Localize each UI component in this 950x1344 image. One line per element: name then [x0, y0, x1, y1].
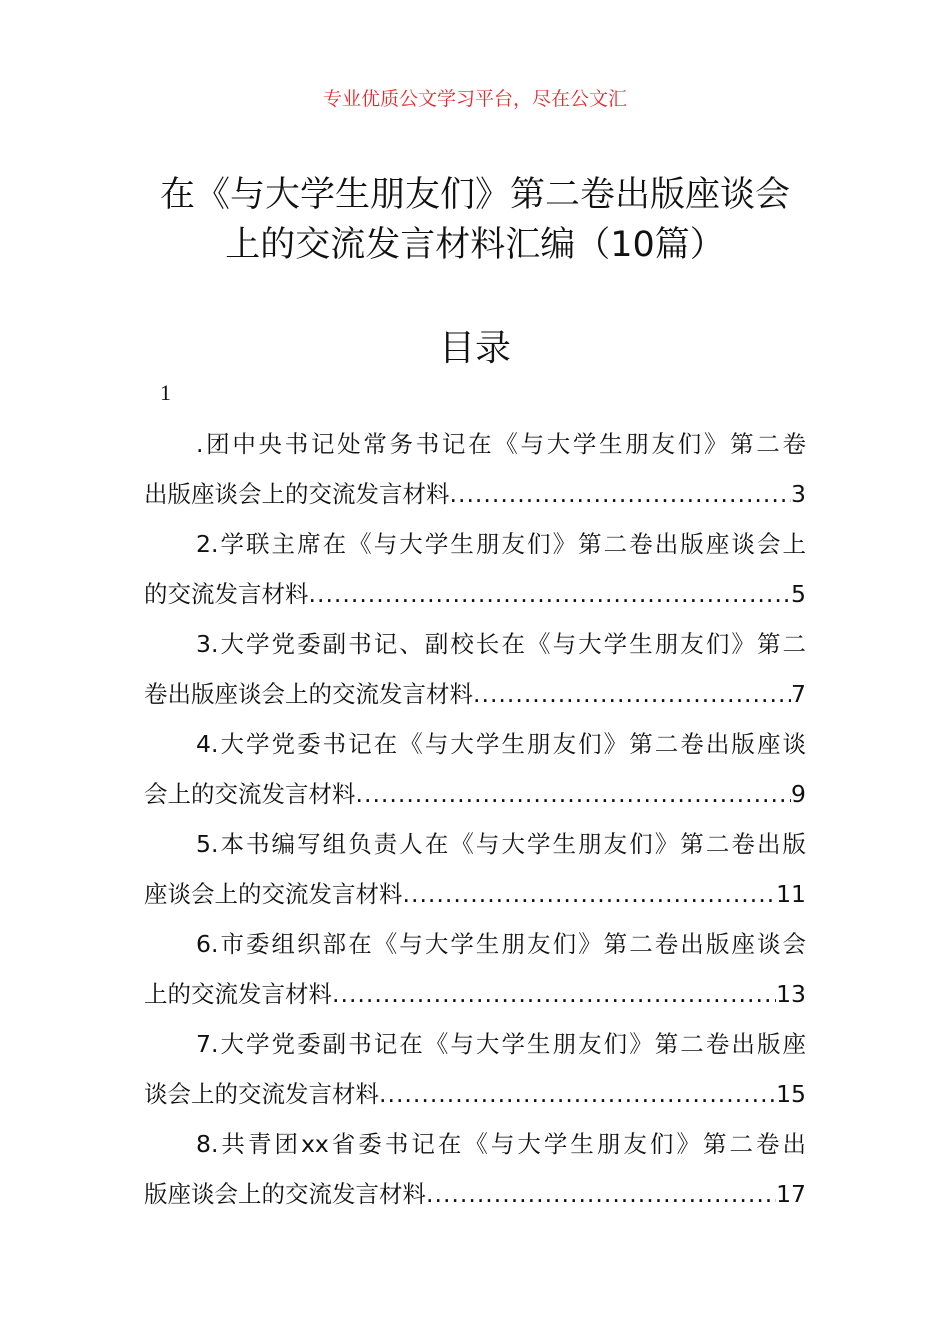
toc-heading: 目录: [438, 328, 511, 369]
dot-leader: [450, 469, 792, 519]
toc-entry[interactable]: [144, 1019, 806, 1119]
toc-entry-tail: 版座谈会上的交流发言材料: [144, 1180, 426, 1208]
toc-entry-page: 17: [776, 1180, 806, 1208]
dot-leader: [379, 1069, 776, 1119]
toc-entry-page: 9: [791, 780, 806, 808]
dot-leader: [403, 869, 777, 919]
site-banner: 专业优质公文学习平台，尽在公文汇: [322, 88, 627, 110]
dot-leader: [309, 569, 792, 619]
title-line-2: 上的交流发言材料汇编（10篇）: [225, 225, 725, 265]
toc-entry-lead: 8.共青团xx省委书记在《与大学生朋友们》第二卷出: [196, 1130, 806, 1158]
toc-entry[interactable]: [144, 619, 806, 719]
toc-entry-tail: 上的交流发言材料: [144, 980, 332, 1008]
toc-entry-lead: 7.大学党委副书记在《与大学生朋友们》第二卷出版座: [196, 1030, 806, 1058]
dot-leader: [356, 769, 792, 819]
toc-entry[interactable]: [144, 419, 806, 519]
toc-entry-tail: 出版座谈会上的交流发言材料: [144, 480, 450, 508]
toc-entry[interactable]: [144, 819, 806, 919]
document-title: [0, 170, 950, 270]
toc-entry[interactable]: [144, 1119, 806, 1219]
toc-entry-lead: 2.学联主席在《与大学生朋友们》第二卷出版座谈会上: [196, 530, 806, 558]
toc-entry[interactable]: [144, 919, 806, 1019]
toc-entry-tail: 谈会上的交流发言材料: [144, 1080, 379, 1108]
toc-entry-lead: 3.大学党委副书记、副校长在《与大学生朋友们》第二: [196, 630, 806, 658]
toc-entry[interactable]: [144, 519, 806, 619]
toc-entry-tail: 卷出版座谈会上的交流发言材料: [144, 680, 473, 708]
toc-entry-lead: 6.市委组织部在《与大学生朋友们》第二卷出版座谈会: [196, 930, 806, 958]
toc-entry-page: 7: [791, 680, 806, 708]
toc-entry-tail: 会上的交流发言材料: [144, 780, 356, 808]
title-line-1: 在《与大学生朋友们》第二卷出版座谈会: [159, 175, 790, 215]
toc-entry-lead: .团中央书记处常务书记在《与大学生朋友们》第二卷: [196, 430, 806, 458]
toc-entry-page: 5: [791, 580, 806, 608]
toc-entry-tail: 的交流发言材料: [144, 580, 309, 608]
toc-first-number: 1: [160, 380, 171, 405]
dot-leader: [332, 969, 776, 1019]
toc-entry-page: 3: [791, 480, 806, 508]
toc-entry-lead: 4.大学党委书记在《与大学生朋友们》第二卷出版座谈: [196, 730, 806, 758]
dot-leader: [473, 669, 791, 719]
toc-entry-page: 15: [776, 1080, 806, 1108]
toc-entry-lead: 5.本书编写组负责人在《与大学生朋友们》第二卷出版: [196, 830, 806, 858]
toc-entry-tail: 座谈会上的交流发言材料: [144, 880, 403, 908]
table-of-contents: [144, 419, 806, 1219]
dot-leader: [426, 1169, 776, 1219]
toc-entry-page: 13: [776, 980, 806, 1008]
toc-entry-page: 11: [776, 880, 806, 908]
toc-entry[interactable]: [144, 719, 806, 819]
